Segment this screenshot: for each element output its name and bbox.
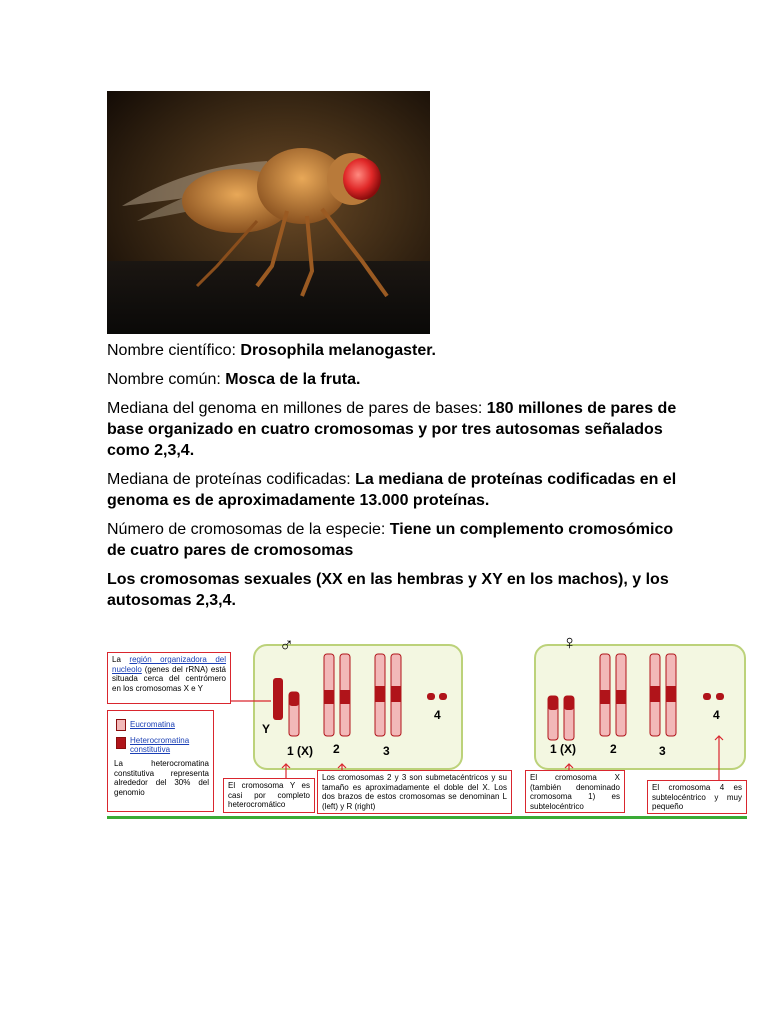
chromosome-2-female xyxy=(600,654,626,736)
x-chromosomes-female xyxy=(548,696,574,740)
legend-box xyxy=(107,710,214,812)
karyotype-diagram xyxy=(107,632,747,822)
label-4-female: 4 xyxy=(713,708,720,722)
legend-euchromatin[interactable]: Eucromatina xyxy=(130,720,175,729)
x-chromosome-male xyxy=(289,692,299,736)
label-2-female: 2 xyxy=(610,742,617,756)
field-genome-size: Mediana del genoma en millones de pares de bases: 180 millones de pares de base organizado en cuatro cromosomas y por tres autosomas señalados como 2,3,4. xyxy=(107,400,677,459)
heterochromatin-swatch xyxy=(116,737,126,749)
chr4-callout: El cromosoma 4 es subtelocéntrico y muy pequeño xyxy=(647,780,747,814)
field-common-name: Nombre común: Mosca de la fruta. xyxy=(107,371,361,388)
chromosome-3-male xyxy=(375,654,401,736)
chr23-callout: Los cromosomas 2 y 3 son submetacéntricos y su tamaño es aproximadamente el doble del X. Los dos brazos de estos cromosomas se denominan L (left) y R (right) xyxy=(317,770,512,814)
label-3-male: 3 xyxy=(383,744,390,758)
female-symbol: ♀ xyxy=(562,632,577,654)
fruit-fly-photo xyxy=(107,91,430,334)
nucleolus-link[interactable]: región organizadora del nucleolo xyxy=(112,655,227,674)
chromosome-4-female xyxy=(703,693,724,700)
euchromatin-swatch xyxy=(116,719,126,731)
label-x-male: 1 (X) xyxy=(287,744,314,758)
closing-statement: Los cromosomas sexuales (XX en las hembras y XY en los machos), y los autosomas 2,3,4. xyxy=(107,571,669,609)
field-scientific-name: Nombre científico: Drosophila melanogaster. xyxy=(107,342,436,359)
field-proteins: Mediana de proteínas codificadas: La mediana de proteínas codificadas en el genoma es de aproximadamente 13.000 proteínas. xyxy=(107,471,677,509)
field-chromosome-number: Número de cromosomas de la especie: Tiene un complemento cromosómico de cuatro pares de cromosomas xyxy=(107,521,674,559)
male-symbol: ♂ xyxy=(279,634,294,656)
label-x-female: 1 (X) xyxy=(550,742,577,756)
species-info xyxy=(107,340,687,619)
label-4-male: 4 xyxy=(434,708,441,722)
label-2-male: 2 xyxy=(333,742,340,756)
chromosome-2-male xyxy=(324,654,350,736)
y-chromosome xyxy=(273,678,283,720)
nucleolus-callout: La región organizadora del nucleolo (genes del rRNA) está situada cerca del centrómero en los cromosomas X e Y xyxy=(107,652,231,704)
chromosome-3-female xyxy=(650,654,676,736)
chromosome-4-male xyxy=(427,693,447,700)
legend-heterochromatin[interactable]: Heterocromatina constitutiva xyxy=(130,736,190,754)
x-chromosome-callout: El cromosoma X (también denominado cromosoma 1) es subtelocéntrico xyxy=(525,770,625,813)
label-y: Y xyxy=(262,722,271,736)
label-3-female: 3 xyxy=(659,744,666,758)
heterochromatin-note: La heterocromatina constitutiva representa alrededor del 30% del genomio xyxy=(114,759,209,797)
y-chromosome-callout: El cromosoma Y es casi por completo heterocromático xyxy=(223,778,315,813)
